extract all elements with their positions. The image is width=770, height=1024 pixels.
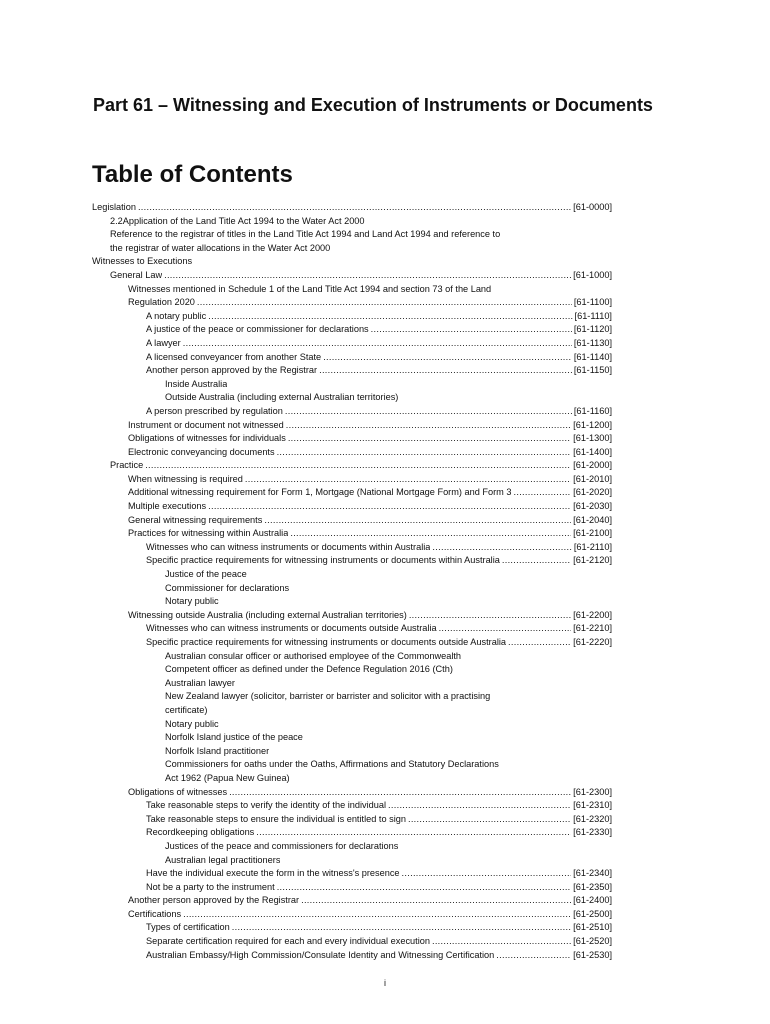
toc-leader-dots — [299, 896, 571, 908]
toc-entry-text: Act 1962 (Papua New Guinea) — [165, 772, 290, 783]
toc-entry-text: Regulation 2020 — [128, 297, 195, 308]
toc-entry[interactable] — [92, 677, 612, 691]
toc-leader-dots — [369, 325, 572, 337]
toc-entry[interactable] — [92, 881, 612, 895]
toc-entry[interactable] — [92, 704, 612, 718]
toc-leader-dots — [286, 434, 571, 446]
toc-entry-ref: [61-2010] — [573, 473, 612, 484]
toc-entry[interactable] — [92, 351, 612, 365]
toc-entry-ref: [61-2310] — [573, 800, 612, 811]
toc-entry-text: Justice of the peace — [165, 569, 247, 580]
toc-leader-dots — [195, 298, 572, 310]
toc-leader-dots — [181, 339, 572, 351]
toc-leader-dots — [437, 624, 572, 636]
toc-entry-text: Types of certification — [146, 922, 230, 933]
toc-entry-text: Outside Australia (including external Australian territories) — [165, 392, 399, 403]
toc-entry[interactable] — [92, 459, 612, 473]
toc-leader-dots — [506, 638, 571, 650]
toc-entry[interactable] — [92, 731, 612, 745]
toc-entry-ref: [61-2220] — [573, 637, 612, 647]
toc-leader-dots — [143, 461, 571, 473]
toc-entry-text: Notary public — [165, 718, 219, 729]
toc-entry[interactable] — [92, 432, 612, 446]
toc-entry-ref: [61-2200] — [573, 609, 612, 620]
page-number: i — [384, 978, 386, 988]
toc-leader-dots — [181, 909, 571, 921]
toc-entry-text: Practice — [110, 460, 144, 471]
toc-entry-text: Electronic conveyancing documents — [128, 446, 275, 457]
toc-leader-dots — [227, 787, 571, 799]
toc-leader-dots — [317, 366, 572, 378]
toc-leader-dots — [386, 801, 571, 813]
toc-entry[interactable] — [92, 921, 612, 935]
toc-entry-ref: [61-1000] — [573, 269, 612, 280]
toc-entry-text: Take reasonable steps to ensure the individual is entitled to sign — [146, 813, 406, 824]
toc-entry[interactable] — [92, 378, 612, 392]
toc-entry[interactable] — [92, 527, 612, 541]
toc-entry-text: Multiple executions — [128, 501, 207, 512]
toc-entry-text: Certifications — [128, 908, 182, 919]
toc-entry-ref: [61-2400] — [573, 895, 612, 906]
toc-entry-ref: [61-2000] — [573, 460, 612, 471]
toc-entry-ref: [61-2350] — [573, 881, 612, 892]
toc-heading: Table of Contents — [92, 161, 293, 188]
toc-entry[interactable] — [92, 758, 612, 772]
toc-entry-text: Obligations of witnesses — [128, 786, 228, 797]
toc-entry[interactable] — [92, 622, 612, 636]
toc-entry-text: Witnessing outside Australia (including external Australian territories) — [128, 609, 407, 620]
toc-entry-ref: [61-1160] — [573, 405, 612, 416]
toc-entry-ref: [61-2300] — [573, 786, 612, 797]
toc-entry[interactable] — [92, 500, 612, 514]
toc-entry-text: Norfolk Island practitioner — [165, 745, 270, 756]
toc-entry-text: When witnessing is required — [128, 473, 243, 484]
toc-entry[interactable] — [92, 813, 612, 827]
toc-entry[interactable] — [92, 228, 612, 242]
toc-entry[interactable] — [92, 636, 612, 650]
toc-entry-text: Inside Australia — [165, 378, 228, 389]
toc-entry-ref: [61-2110] — [573, 541, 612, 552]
toc-entry-ref: [61-1140] — [573, 351, 612, 362]
toc-entry[interactable] — [92, 405, 612, 419]
toc-entry[interactable] — [92, 446, 612, 460]
toc-leader-dots — [206, 502, 571, 514]
toc-entry[interactable] — [92, 840, 612, 854]
toc-entry[interactable] — [92, 786, 612, 800]
toc-entry[interactable] — [92, 772, 612, 786]
part-title: Part 61 – Witnessing and Execution of Instruments or Documents — [93, 95, 653, 115]
toc-entry-text: Separate certification required for each and every individual execution — [146, 936, 430, 947]
toc-entry-ref: [61-1400] — [573, 446, 612, 457]
toc-entry[interactable] — [92, 745, 612, 759]
toc-entry[interactable] — [92, 242, 612, 256]
toc-entry-text: Australian Embassy/High Commission/Consulate Identity and Witnessing Certification — [146, 949, 495, 960]
toc-entry[interactable] — [92, 935, 612, 949]
toc-entry-text: Another person approved by the Registrar — [146, 365, 318, 376]
toc-entry-text: Instrument or document not witnessed — [128, 419, 284, 430]
toc-entry-text: Notary public — [165, 596, 219, 607]
toc-entry[interactable] — [92, 201, 612, 215]
toc-leader-dots — [288, 529, 571, 541]
toc-entry-text: Commissioners for oaths under the Oaths, Affirmations and Statutory Declarations — [165, 759, 499, 770]
toc-entry[interactable] — [92, 323, 612, 337]
table-of-contents — [92, 201, 612, 962]
toc-entry-ref: [61-2040] — [573, 514, 612, 525]
toc-entry-ref: [61-2320] — [573, 813, 612, 824]
toc-entry-ref: [61-2210] — [573, 623, 612, 634]
toc-entry-text: Witnesses who can witness instruments or documents outside Australia — [146, 623, 437, 634]
toc-entry[interactable] — [92, 949, 612, 963]
toc-leader-dots — [275, 882, 571, 894]
toc-entry-ref: [61-2340] — [573, 868, 612, 879]
toc-entry[interactable] — [92, 568, 612, 582]
toc-entry[interactable] — [92, 690, 612, 704]
toc-entry-ref: [61-1120] — [573, 324, 612, 335]
toc-entry-ref: [61-2020] — [573, 487, 612, 498]
toc-entry-text: General witnessing requirements — [128, 514, 263, 525]
toc-entry-text: Commissioner for declarations — [165, 582, 290, 593]
toc-entry[interactable] — [92, 391, 612, 405]
toc-entry-text: New Zealand lawyer (solicitor, barrister or barrister and solicitor with a practising — [165, 691, 491, 702]
toc-entry-text: Recordkeeping obligations — [146, 827, 255, 838]
toc-entry[interactable] — [92, 283, 612, 297]
toc-leader-dots — [206, 311, 572, 323]
toc-entry[interactable] — [92, 718, 612, 732]
toc-entry-text: 2.2Application of the Land Title Act 1994 to the Water Act 2000 — [110, 215, 365, 226]
toc-entry-text: A licensed conveyancer from another State — [146, 351, 322, 362]
toc-entry-text: the registrar of water allocations in the Water Act 2000 — [110, 242, 331, 253]
toc-entry-text: Witnesses to Executions — [92, 256, 193, 267]
toc-entry-text: Norfolk Island justice of the peace — [165, 732, 303, 743]
toc-entry[interactable] — [92, 364, 612, 378]
toc-entry-text: Justices of the peace and commissioners for declarations — [165, 840, 399, 851]
toc-leader-dots — [321, 352, 572, 364]
toc-entry-text: Another person approved by the Registrar — [128, 895, 300, 906]
toc-entry[interactable] — [92, 310, 612, 324]
toc-entry[interactable] — [92, 908, 612, 922]
toc-entry[interactable] — [92, 269, 612, 283]
toc-entry-ref: [61-2120] — [573, 555, 612, 566]
toc-entry[interactable] — [92, 514, 612, 528]
toc-entry-text: Not be a party to the instrument — [146, 881, 275, 892]
toc-leader-dots — [511, 488, 571, 500]
toc-entry[interactable] — [92, 867, 612, 881]
toc-entry[interactable] — [92, 215, 612, 229]
toc-leader-dots — [230, 923, 571, 935]
toc-entry-text: Witnesses who can witness instruments or documents within Australia — [146, 541, 431, 552]
toc-entry-ref: [61-2330] — [573, 827, 612, 838]
toc-entry-ref: [61-1130] — [573, 337, 612, 348]
toc-leader-dots — [407, 610, 571, 622]
toc-entry[interactable] — [92, 541, 612, 555]
toc-leader-dots — [262, 515, 571, 527]
toc-leader-dots — [254, 828, 571, 840]
toc-entry[interactable] — [92, 419, 612, 433]
toc-entry-text: Legislation — [92, 202, 136, 212]
toc-entry-ref: [61-2530] — [573, 949, 612, 960]
toc-entry-ref: [61-2030] — [573, 501, 612, 512]
toc-entry-ref: [61-2500] — [573, 908, 612, 919]
toc-entry-ref: [61-2510] — [573, 922, 612, 933]
toc-entry-text: Competent officer as defined under the Defence Regulation 2016 (Cth) — [165, 664, 453, 675]
toc-entry[interactable] — [92, 854, 612, 868]
toc-leader-dots — [162, 271, 571, 283]
toc-leader-dots — [500, 556, 571, 568]
toc-entry[interactable] — [92, 595, 612, 609]
toc-leader-dots — [136, 203, 571, 215]
toc-entry-text: A person prescribed by regulation — [146, 405, 283, 416]
toc-entry-ref: [61-0000] — [573, 202, 612, 212]
toc-entry[interactable] — [92, 486, 612, 500]
toc-entry[interactable] — [92, 663, 612, 677]
toc-leader-dots — [494, 950, 571, 962]
toc-entry[interactable] — [92, 826, 612, 840]
toc-entry-ref: [61-1150] — [573, 365, 612, 376]
toc-entry[interactable] — [92, 582, 612, 596]
toc-entry[interactable] — [92, 894, 612, 908]
toc-entry-ref: [61-1100] — [573, 297, 612, 308]
toc-leader-dots — [283, 407, 572, 419]
toc-leader-dots — [400, 869, 572, 881]
toc-leader-dots — [284, 420, 571, 432]
toc-entry-text: Obligations of witnesses for individuals — [128, 433, 286, 444]
toc-entry-text: Have the individual execute the form in the witness's presence — [146, 868, 400, 879]
toc-entry-ref: [61-2520] — [573, 936, 612, 947]
toc-entry-text: Additional witnessing requirement for Form 1, Mortgage (National Mortgage Form) and Form 3 — [128, 487, 512, 498]
toc-leader-dots — [275, 447, 572, 459]
toc-entry-text: Specific practice requirements for witnessing instruments or documents outside Australia — [146, 637, 507, 647]
toc-entry[interactable] — [92, 296, 612, 310]
toc-entry[interactable] — [92, 337, 612, 351]
toc-leader-dots — [430, 542, 571, 554]
toc-leader-dots — [430, 937, 571, 949]
toc-entry-ref: [61-1110] — [574, 310, 612, 321]
toc-entry-text: certificate) — [165, 704, 208, 715]
toc-entry[interactable] — [92, 473, 612, 487]
toc-entry-text: Australian lawyer — [165, 677, 235, 688]
toc-entry-text: A lawyer — [146, 337, 181, 348]
toc-entry[interactable] — [92, 650, 612, 664]
toc-entry-text: Reference to the registrar of titles in the Land Title Act 1994 and Land Act 1994 and reference to — [110, 229, 501, 240]
toc-entry-text: Australian consular officer or authorised employee of the Commonwealth — [165, 650, 462, 661]
toc-entry-text: Witnesses mentioned in Schedule 1 of the Land Title Act 1994 and section 73 of the Land — [128, 283, 492, 294]
toc-entry-text: A notary public — [146, 310, 207, 321]
toc-entry-text: A justice of the peace or commissioner for declarations — [146, 324, 369, 335]
toc-entry-text: Take reasonable steps to verify the identity of the individual — [146, 800, 387, 811]
toc-entry-ref: [61-1300] — [573, 433, 612, 444]
toc-leader-dots — [243, 474, 571, 486]
toc-entry[interactable] — [92, 554, 612, 568]
toc-entry-text: Australian legal practitioners — [165, 854, 281, 865]
toc-entry-text: Specific practice requirements for witnessing instruments or documents within Australia — [146, 555, 500, 566]
toc-entry-ref: [61-1200] — [573, 419, 612, 430]
toc-entry[interactable] — [92, 799, 612, 813]
toc-entry-text: General Law — [110, 269, 163, 280]
toc-leader-dots — [406, 814, 571, 826]
toc-entry[interactable] — [92, 255, 612, 269]
toc-entry-text: Practices for witnessing within Australia — [128, 528, 289, 539]
toc-entry-ref: [61-2100] — [573, 528, 612, 539]
toc-entry[interactable] — [92, 609, 612, 623]
